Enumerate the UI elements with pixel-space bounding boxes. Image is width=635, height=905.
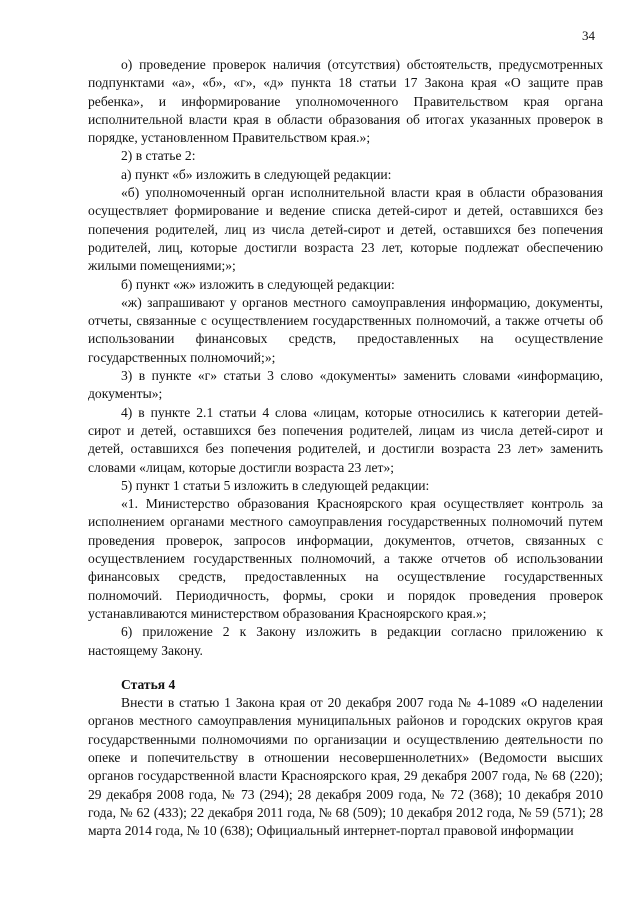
paragraph-article-2: 2) в статье 2: [121,148,196,164]
paragraph-point-b: а) пункт «б» изложить в следующей редакции: [121,166,392,182]
paragraph-item-6: 6) приложение 2 к Закону изложить в редакции согласно приложению к настоящему Закону. [88,624,603,658]
paragraph-item-5-text: «1. Министерство образования Красноярского края осуществляет контроль за исполнением органами местного самоуправления государственных полномочий путем проведения проверок, запросов информации, документов, отчетов, связанных с осуществлением государственных полномочий, а также отчетов об использовании финансовых средств, предоставленных на осуществление государственных полномочий. Периодичность, формы, сроки и порядок проведения проверок устанавливаются министерством образования Красноярского края.»; [88,496,603,621]
article-4-text: Внести в статью 1 Закона края от 20 декабря 2007 года № 4-1089 «О наделении органов местного самоуправления муниципальных районов и городских округов края государственными полномочиями по организации и осуществлению деятельности по опеке и попечительству в отношении несовершеннолетних» (Ведомости высших органов государственной власти Красноярского края, 29 декабря 2007 года, № 68 (220); 29 декабря 2008 года, № 73 (294); 28 декабря 2009 года, № 72 (368); 10 декабря 2010 года, № 62 (433); 22 декабря 2011 года, № 68 (509); 10 декабря 2012 года, № 59 (571); 28 марта 2014 года, № 10 (638); Официальный интернет-портал правовой информации [88,695,603,839]
paragraph-item-5: 5) пункт 1 статьи 5 изложить в следующей редакции: [121,477,430,493]
paragraph-point-b-text: «б) уполномоченный орган исполнительной власти края в области образования осуществляет формирование и ведение списка детей-сирот и детей, оставшихся без попечения родителей, лиц из числа детей-сирот и детей, оставшихся без попечения родителей, лиц, которые достигли возраста 23 лет, которые подлежат обеспечению жилыми помещениями;»; [88,185,603,274]
paragraph-item-3: 3) в пункте «г» статьи 3 слово «документы» заменить словами «информацию, документы»; [88,368,603,402]
paragraph-item-4: 4) в пункте 2.1 статьи 4 слова «лицам, которые относились к категории детей-сирот и детей, оставшихся без попечения родителей, лицам из числа детей-сирот и детей, оставшихся без попечения родителей, и достигли возраста 23 лет» заменить словами «лицам, которые достигли возраста 23 лет»; [88,404,603,475]
page-number: 34 [582,28,595,43]
paragraph-point-zh: б) пункт «ж» изложить в следующей редакции: [121,276,395,292]
paragraph-o-checks: о) проведение проверок наличия (отсутствия) обстоятельств, предусмотренных подпунктами «а», «б», «г», «д» пункта 18 статьи 17 Закона края «О защите прав ребенка», и информирование уполномоченного Правительством края органа исполнительной власти края в области образования об итогах указанных проверок в порядке, установленном Правительством края.»; [88,57,603,146]
article-heading: Статья 4 [121,676,176,692]
paragraph-point-zh-text: «ж) запрашивают у органов местного самоуправления информацию, документы, отчеты, связанные с осуществлением государственных полномочий, а также отчеты об использовании финансовых средств, предоставленных на осуществление государственных полномочий;»; [88,294,603,365]
